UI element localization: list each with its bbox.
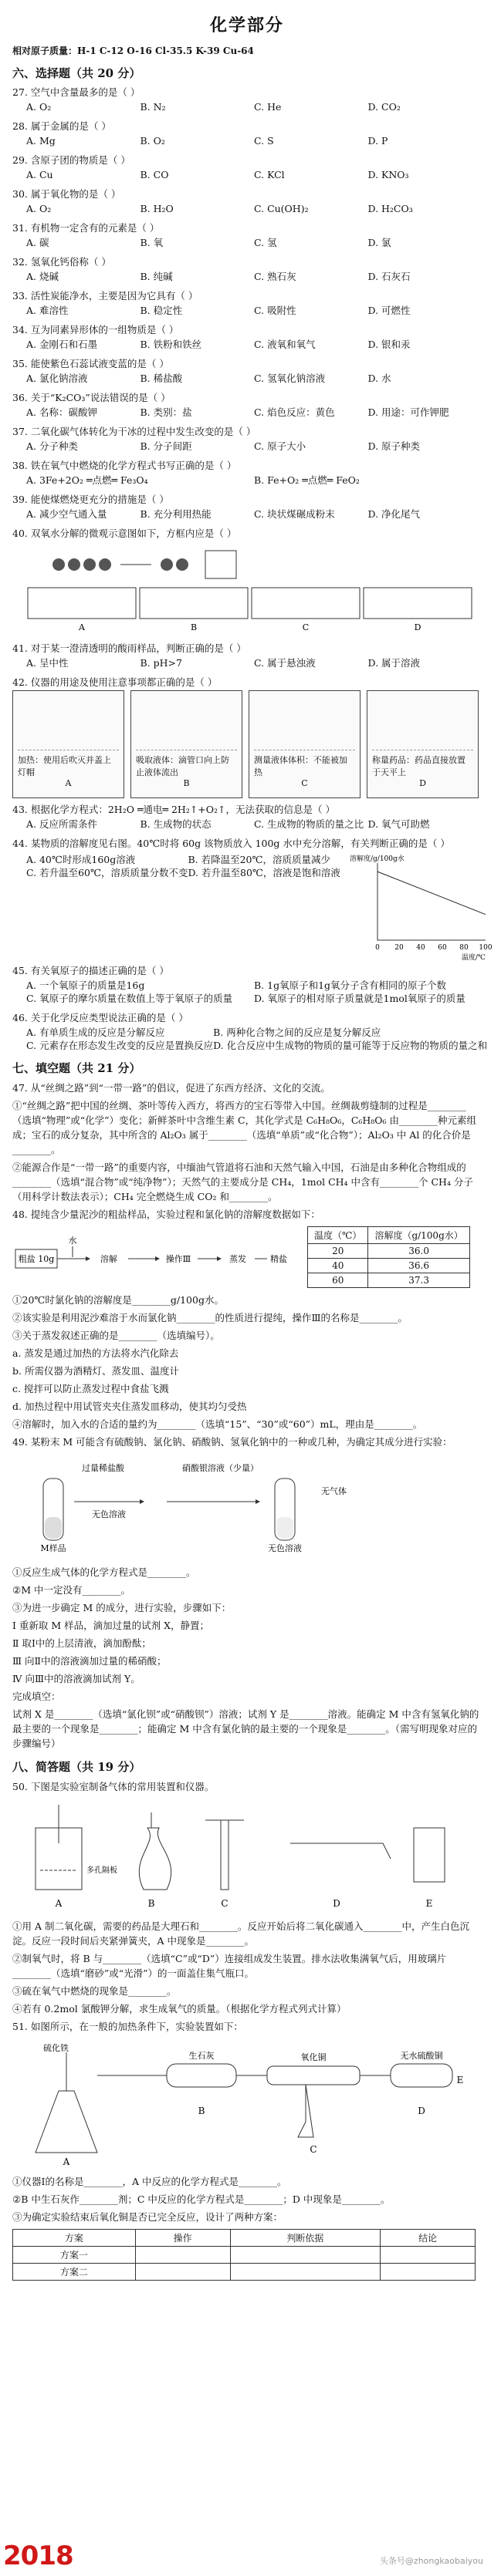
fig-quicklime: 生石灰	[188, 2051, 215, 2061]
options	[26, 507, 482, 521]
table-row	[13, 2264, 476, 2281]
q50-line: ③硫在氧气中燃烧的现象是________。	[12, 1985, 177, 1997]
option[interactable]: D. P	[367, 135, 388, 147]
q49-intro: 49. 某粉末 M 可能含有硫酸钠、氯化钠、硝酸钠、氢氧化钠中的一种或几种，为确定其成分进行实验：	[12, 1436, 452, 1448]
question-stem: 39. 能使煤燃烧更充分的措施是（ ）	[12, 494, 169, 505]
q50-line: ④若有 0.2mol 氯酸钾分解，求生成氧气的质量。（根据化学方程式列式计算）	[12, 2003, 347, 2015]
q44-wrap	[12, 851, 493, 962]
option[interactable]: D. 水	[367, 373, 391, 384]
option[interactable]: C. KCl	[254, 169, 285, 180]
fig-label-c: C	[310, 2144, 317, 2155]
q47-line: 47. 从“丝绸之路”到“一带一路”的倡议，促进了东西方经济、文化的交流。	[12, 1082, 330, 1094]
table-cell: 37.3	[368, 1273, 469, 1288]
question-stem: 44. 某物质的溶解度见右图。40℃时将 60g 该物质放入 100g 水中充分溶解，有关判断正确的是（ ）	[12, 838, 450, 849]
q51-line: ①仪器Ⅰ的名称是________，A 中反应的化学方程式是________。	[12, 2176, 287, 2187]
q48-line: d. 加热过程中用试管夹夹住蒸发皿移动，使其均匀受热	[12, 1401, 247, 1412]
option[interactable]: B. H₂O	[140, 203, 174, 214]
question-stem: 37. 二氧化碳气体转化为干冰的过程中发生改变的是（ ）	[12, 426, 256, 437]
option[interactable]: B. 生成物的状态	[140, 818, 212, 830]
q48-line: a. 蒸发是通过加热的方法将水汽化除去	[12, 1347, 179, 1359]
page-title: 化学部分	[209, 15, 284, 35]
q49-line: Ⅱ 取Ⅰ中的上层清液，滴加酚酞；	[12, 1637, 151, 1649]
options	[26, 168, 482, 181]
option-key: B	[183, 778, 190, 788]
q42-instrument-row	[12, 690, 482, 798]
q49-lines	[12, 1565, 482, 1751]
option[interactable]: A. O₂	[26, 101, 52, 113]
q49-line: ②M 中一定没有________。	[12, 1584, 130, 1596]
q49-line: ③为进一步确定 M 的成分，进行实验，步骤如下：	[12, 1602, 232, 1613]
option[interactable]: B. N₂	[140, 101, 166, 113]
q47-line: ②能源合作是“一带一路”的重要内容，中缅油气管道将石油和天然气输入中国，石油是由多种化合物组成的________（选填“混合物”或“纯净物”）；天然气的主要成分是 CH₄，1mol CH₄ 中含有________个 CH₄ 分子（用科学计数法表示）；CH₄ 完全燃烧生成 CO₂ 和________。	[12, 1162, 473, 1202]
flow-sample: 粗盐 10g	[18, 1254, 55, 1264]
fig-label-a: A	[63, 2156, 70, 2167]
option[interactable]: D. 石灰石	[367, 271, 411, 282]
option[interactable]: C. 氧原子的摩尔质量在数值上等于氧原子的质量	[26, 993, 233, 1004]
q50-line: ①用 A 制二氧化碳，需要的药品是大理石和________。反应开始后将二氧化碳通入________中，产生白色沉淀。反应一段时间后夹紧弹簧夹，A 中现象是________。	[12, 1920, 469, 1947]
q47-line: ①“丝绸之路”把中国的丝绸、茶叶等传入西方，将西方的宝石等带入中国。丝绸裁剪缝制的过程是________（选填“物理”或“化学”）变化；新鲜茶叶中含维生素 C，其化学式是 C₆H₈O₆，C₆H₈O₆ 由________种元素组成；宝石的成分复杂，其中所含的 Al₂O₃ 属于________（选填“单质”或“化合物”）；Al₂O₃ 中 Al 的化合价是________。	[12, 1100, 477, 1155]
table-header: 方案	[13, 2230, 136, 2247]
option[interactable]: B. Fe+O₂ ═点燃═ FeO₂	[254, 474, 360, 486]
option[interactable]: C. 生成物的物质的量之比	[254, 818, 364, 830]
option[interactable]: B. pH>7	[140, 657, 182, 669]
chart-axes	[377, 863, 486, 940]
instrument-picture	[18, 696, 119, 750]
instrument-card	[130, 690, 242, 798]
option[interactable]: C. 吸附性	[254, 305, 296, 316]
question-stem: 41. 对于某一澄清透明的酸雨样品，判断正确的是（ ）	[12, 642, 246, 654]
flow-op3: 操作Ⅲ	[165, 1254, 191, 1264]
x-tick-label: 0	[375, 944, 380, 952]
q49-line: 试剂 X 是________（选填“氯化钡”或“硝酸钡”）溶液；试剂 Y 是________溶液。能确定 M 中含有氢氧化钠的最主要的一个现象是________；能确定 M 中含有氯化钠的最主要的一个现象是________。（需写明现象对应的步骤编号）	[12, 1708, 479, 1749]
option-box	[364, 588, 472, 619]
options	[26, 338, 482, 351]
option[interactable]: C. 焰色反应：黄色	[254, 406, 335, 418]
instrument-label: 称量药品：药品直接放置于天平上	[372, 755, 465, 777]
question-stem: 31. 有机物一定含有的元素是（ ）	[12, 222, 160, 234]
option[interactable]: B. 稀盐酸	[140, 373, 183, 384]
table-header: 操作	[135, 2230, 230, 2247]
option[interactable]: D. 氧原子的相对原子质量就是1mol氧原子的质量	[254, 993, 465, 1004]
option[interactable]: D. 化合反应中生成物的物质的量可能等于反应物的物质的量之和	[213, 1040, 488, 1051]
option[interactable]: A. 氯化钠溶液	[26, 373, 88, 384]
q49-experiment-figure	[28, 1455, 367, 1556]
table-cell: 60	[308, 1273, 368, 1288]
option[interactable]: A. 金刚石和石墨	[26, 339, 97, 350]
q51-lines	[12, 2174, 482, 2224]
option-label: A	[79, 622, 85, 632]
atomic-masses: 相对原子质量：H-1 C-12 O-16 Cl-35.5 K-39 Cu-64	[12, 46, 254, 56]
result-table	[12, 2229, 476, 2281]
question-stem: 38. 铁在氧气中燃烧的化学方程式书写正确的是（ ）	[12, 460, 237, 471]
series-line	[377, 872, 486, 915]
y-axis-label: 溶解度/g/100g水	[349, 855, 405, 863]
fig-colorless-2: 无色溶液	[268, 1543, 302, 1553]
option[interactable]: B. 铁粉和铁丝	[140, 339, 202, 350]
table-header: 判断依据	[230, 2230, 381, 2247]
option[interactable]: B. 稳定性	[140, 305, 183, 316]
q51-apparatus-figure	[12, 2037, 476, 2168]
option[interactable]: D. 氧气可助燃	[367, 818, 430, 830]
q48-line: ②该实验是利用泥沙难溶于水而氯化钠________的性质进行提纯，操作Ⅲ的名称是________。	[12, 1312, 408, 1323]
option[interactable]: B. 分子间距	[140, 440, 192, 452]
instrument-card	[249, 690, 361, 798]
q49-line: Ⅰ 重新取 M 样品，滴加过量的试剂 X，静置；	[12, 1620, 210, 1631]
question-stem: 35. 能使紫色石蕊试液变蓝的是（ ）	[12, 358, 169, 369]
fig-anhydrous-cuso4: 无水硫酸铜	[400, 2051, 443, 2061]
option-key: C	[301, 778, 308, 788]
table-row	[308, 1273, 470, 1288]
options	[26, 656, 482, 669]
fig-m-sample: M样品	[40, 1543, 66, 1553]
option[interactable]: D. CO₂	[367, 101, 401, 113]
option[interactable]: D. 用途：可作钾肥	[367, 406, 449, 418]
q49-line: Ⅲ 向Ⅱ中的溶液滴加过量的稀硝酸；	[12, 1655, 167, 1667]
instrument-card	[367, 690, 479, 798]
q51-line: ③为确定实验结束后氧化铜是否已完全反应，设计了两种方案：	[12, 2211, 283, 2223]
q48-line: ③关于蒸发叙述正确的是________（选填编号）。	[12, 1330, 220, 1341]
salt-purification-flow	[12, 1226, 290, 1288]
question-stem: 45. 有关氧原子的描述正确的是（ ）	[12, 965, 169, 976]
q48-intro: 48. 提纯含少量泥沙的粗盐样品，实验过程和氯化钠的溶解度数据如下：	[12, 1209, 320, 1220]
option-key: A	[65, 778, 72, 788]
fig-colorless-1: 无色溶液	[92, 1509, 126, 1519]
option[interactable]: D. 氯	[367, 237, 391, 248]
fig-copper-oxide: 氧化铜	[300, 2052, 327, 2062]
option[interactable]: B. 两种化合物之间的反应是复分解反应	[213, 1027, 381, 1038]
table-cell: 方案一	[13, 2247, 136, 2264]
option[interactable]: C. 若升温至60℃，溶质质量分数不变	[26, 867, 188, 878]
table-cell: 40	[308, 1259, 368, 1273]
instrument-label: 测量液体体积：不能被加热	[254, 755, 347, 777]
multiple-choice-list	[12, 86, 493, 1052]
options	[26, 100, 482, 113]
option[interactable]: C. 属于悬浊液	[254, 657, 316, 669]
fig-label-d: D	[333, 1898, 340, 1909]
options	[26, 236, 482, 249]
option[interactable]: C. 块状煤碾成粉末	[254, 508, 335, 520]
option[interactable]: A. 呈中性	[26, 657, 69, 669]
option[interactable]: D. 银和汞	[367, 339, 411, 350]
q49-line: Ⅳ 向Ⅲ中的溶液滴加试剂 Y。	[12, 1673, 140, 1684]
option-box	[252, 588, 360, 619]
option[interactable]: C. S	[254, 135, 274, 147]
options	[26, 304, 482, 317]
table-row	[13, 2247, 476, 2264]
fig-acid: 过量稀盐酸	[82, 1463, 124, 1473]
q50-intro: 50. 下图是实验室制备气体的常用装置和仪器。	[12, 1781, 215, 1792]
q48-figure-row	[12, 1226, 482, 1288]
options	[26, 270, 482, 283]
q48-line: b. 所需仪器为酒精灯、蒸发皿、温度计	[12, 1365, 179, 1377]
flow-dissolve: 溶解	[100, 1254, 117, 1264]
q50-line: ②制氧气时，将 B 与________（选填“C”或“D”）连接组成发生装置。排水法收集满氧气后，用玻璃片________（选填“磨砂”或“光滑”）的一面盖住集气瓶口。	[12, 1953, 447, 1979]
option[interactable]: B. 氧	[140, 237, 164, 248]
option[interactable]: C. He	[254, 101, 282, 113]
options	[26, 440, 482, 453]
options	[26, 1026, 488, 1052]
option-label: C	[302, 622, 310, 632]
question-stem: 28. 属于金属的是（ ）	[12, 120, 111, 132]
option[interactable]: A. 3Fe+2O₂ ═点燃═ Fe₃O₄	[26, 474, 148, 486]
table-header: 温度（℃）	[308, 1227, 368, 1244]
option[interactable]: A. 烧碱	[26, 271, 59, 282]
question-stem: 27. 空气中含量最多的是（ ）	[12, 86, 140, 98]
option[interactable]: D. 净化尾气	[367, 508, 421, 520]
option[interactable]: A. 减少空气通入量	[26, 508, 107, 520]
watermark: 头条号@zhongkaobaiyou	[379, 2556, 483, 2566]
fig-label-b: B	[198, 2106, 205, 2116]
option[interactable]: B. 若降温至20℃，溶质质量减少	[188, 854, 330, 865]
q48-line: c. 搅拌可以防止蒸发过程中食盐飞溅	[12, 1383, 169, 1394]
option[interactable]: D. KNO₃	[367, 169, 409, 180]
table-cell: 36.6	[368, 1259, 469, 1273]
q48-line: ①20℃时氯化钠的溶解度是________g/100g水。	[12, 1294, 224, 1306]
question-stem: 40. 双氧水分解的微观示意图如下，方框内应是（ ）	[12, 528, 237, 539]
options	[26, 979, 482, 1005]
q49-line: ①反应生成气体的化学方程式是________。	[12, 1566, 196, 1578]
option[interactable]: A. Mg	[26, 135, 56, 147]
solubility-table	[307, 1226, 470, 1288]
option[interactable]: B. 类别：盐	[140, 406, 192, 418]
option[interactable]: C. Cu(OH)₂	[254, 203, 309, 214]
instrument-label: 吸取液体：滴管口向上防止液体流出	[136, 755, 229, 777]
option[interactable]: C. 元素存在形态发生改变的反应是置换反应	[26, 1040, 214, 1051]
fig-label-d: D	[418, 2106, 425, 2116]
option-box	[140, 588, 248, 619]
option[interactable]: D. 可燃性	[367, 305, 411, 316]
option-label: D	[414, 622, 421, 632]
instrument-picture	[254, 696, 355, 750]
q51-intro: 51. 如图所示，在一般的加热条件下，实验装置如下：	[12, 2021, 243, 2032]
option[interactable]: C. 氢	[254, 237, 277, 248]
x-tick-label: 100	[479, 944, 493, 952]
option[interactable]: C. 液氧和氧气	[254, 339, 316, 350]
option[interactable]: D. 原子种类	[367, 440, 421, 452]
q48-lines	[12, 1293, 482, 1431]
option-label: B	[190, 622, 198, 632]
fig-label-a: A	[55, 1898, 63, 1909]
q50-apparatus-figure	[12, 1797, 476, 1913]
option[interactable]: A. 反应所需条件	[26, 818, 97, 830]
question-stem: 30. 属于氧化物的是（ ）	[12, 188, 121, 200]
x-tick-label: 20	[394, 944, 404, 952]
instrument-card	[12, 690, 124, 798]
question-stem: 34. 互为同素异形体的一组物质是（ ）	[12, 324, 179, 335]
option[interactable]: B. CO	[140, 169, 169, 180]
table-cell: 36.0	[368, 1244, 469, 1259]
fig-label-e: E	[425, 1898, 433, 1909]
q48-line: ④溶解时，加入水的合适的量约为________（选填“15”、“30”或“60”）mL，理由是________。	[12, 1418, 423, 1430]
option[interactable]: A. 40℃时形成160g溶液	[26, 854, 136, 865]
option[interactable]: C. 氢氧化钠溶液	[254, 373, 326, 384]
section6-title: 六、选择题（共 20 分）	[12, 66, 141, 80]
table-header: 结论	[381, 2230, 476, 2247]
option-box	[28, 588, 136, 619]
options	[26, 372, 482, 385]
option[interactable]: A. 有单质生成的反应是分解反应	[26, 1027, 165, 1038]
options	[26, 134, 482, 147]
table-header: 溶解度（g/100g水）	[368, 1227, 469, 1244]
x-tick-label: 60	[438, 944, 447, 952]
fig-label-c: C	[221, 1898, 228, 1909]
option[interactable]: B. 1g氧原子和1g氧分子含有相同的原子个数	[254, 979, 447, 991]
option[interactable]: A. 碳	[26, 237, 49, 248]
table-cell: 方案二	[13, 2264, 136, 2281]
question-stem: 42. 仪器的用途及使用注意事项都正确的是（ ）	[12, 676, 218, 688]
option[interactable]: A. O₂	[26, 203, 52, 214]
question-stem: 43. 根据化学方程式：2H₂O ═通电═ 2H₂↑+O₂↑，无法获取的信息是（ ）	[12, 804, 335, 815]
option[interactable]: D. 若升温至80℃，溶液是饱和溶液	[188, 867, 340, 878]
question-stem: 29. 含原子团的物质是（ ）	[12, 154, 130, 166]
x-tick-label: 40	[416, 944, 425, 952]
q49-line: 完成填空：	[12, 1691, 61, 1702]
fig-label-b: B	[147, 1898, 155, 1909]
logo: 2018	[3, 2541, 73, 2571]
instrument-picture	[372, 696, 473, 750]
option[interactable]: A. 名称：碳酸钾	[26, 406, 97, 418]
options	[26, 853, 340, 879]
options	[26, 474, 482, 487]
option[interactable]: D. 属于溶液	[367, 657, 421, 669]
option[interactable]: A. Cu	[26, 169, 53, 180]
options	[26, 818, 482, 831]
fig-label-e: E	[456, 2075, 464, 2085]
option[interactable]: C. 原子大小	[254, 440, 306, 452]
flow-salt: 精盐	[270, 1254, 287, 1264]
q51-line: ②B 中生石灰作________剂；C 中反应的化学方程式是________；D 中现象是________。	[12, 2193, 391, 2205]
option[interactable]: A. 难溶性	[26, 305, 69, 316]
instrument-label: 加热：使用后吹灭并盖上灯帽	[18, 755, 111, 777]
option[interactable]: A. 一个氧原子的质量是16g	[26, 979, 145, 991]
fig-porous-plate: 多孔隔板	[86, 1866, 117, 1875]
solubility-chart	[347, 851, 501, 962]
option[interactable]: B. O₂	[140, 135, 165, 147]
flow-water: 水	[68, 1236, 77, 1246]
flow-evaporate: 蒸发	[229, 1254, 246, 1264]
options	[26, 202, 482, 215]
option[interactable]: D. H₂CO₃	[367, 203, 413, 214]
fig-silver-nitrate: 硝酸银溶液（少量）	[182, 1463, 259, 1473]
section8-title: 八、简答题（共 19 分）	[12, 1760, 141, 1774]
question-stem: 32. 氢氧化钙俗称（ ）	[12, 256, 111, 268]
option-key: D	[419, 778, 426, 788]
question-stem: 46. 关于化学反应类型说法正确的是（ ）	[12, 1012, 188, 1023]
fig-iron-sulfide: 硫化铁	[43, 2043, 69, 2053]
q40-micro-diagram	[12, 541, 476, 634]
options	[26, 406, 482, 419]
q50-lines	[12, 1919, 482, 2016]
option[interactable]: A. 分子种类	[26, 440, 78, 452]
table-row	[308, 1244, 470, 1259]
fig-no-gas: 无气体	[321, 1486, 347, 1496]
x-axis-label: 温度/℃	[461, 954, 486, 962]
table-cell: 20	[308, 1244, 368, 1259]
question-stem: 36. 关于“K₂CO₃”说法错误的是（ ）	[12, 392, 171, 403]
option[interactable]: C. 熟石灰	[254, 271, 296, 282]
option[interactable]: B. 纯碱	[140, 271, 173, 282]
table-row	[308, 1259, 470, 1273]
section7-title: 七、填空题（共 21 分）	[12, 1061, 141, 1075]
option[interactable]: B. 充分利用热能	[140, 508, 212, 520]
question-stem: 33. 活性炭能净水，主要是因为它具有（ ）	[12, 290, 198, 302]
instrument-picture	[136, 696, 237, 750]
x-tick-label: 80	[459, 944, 469, 952]
